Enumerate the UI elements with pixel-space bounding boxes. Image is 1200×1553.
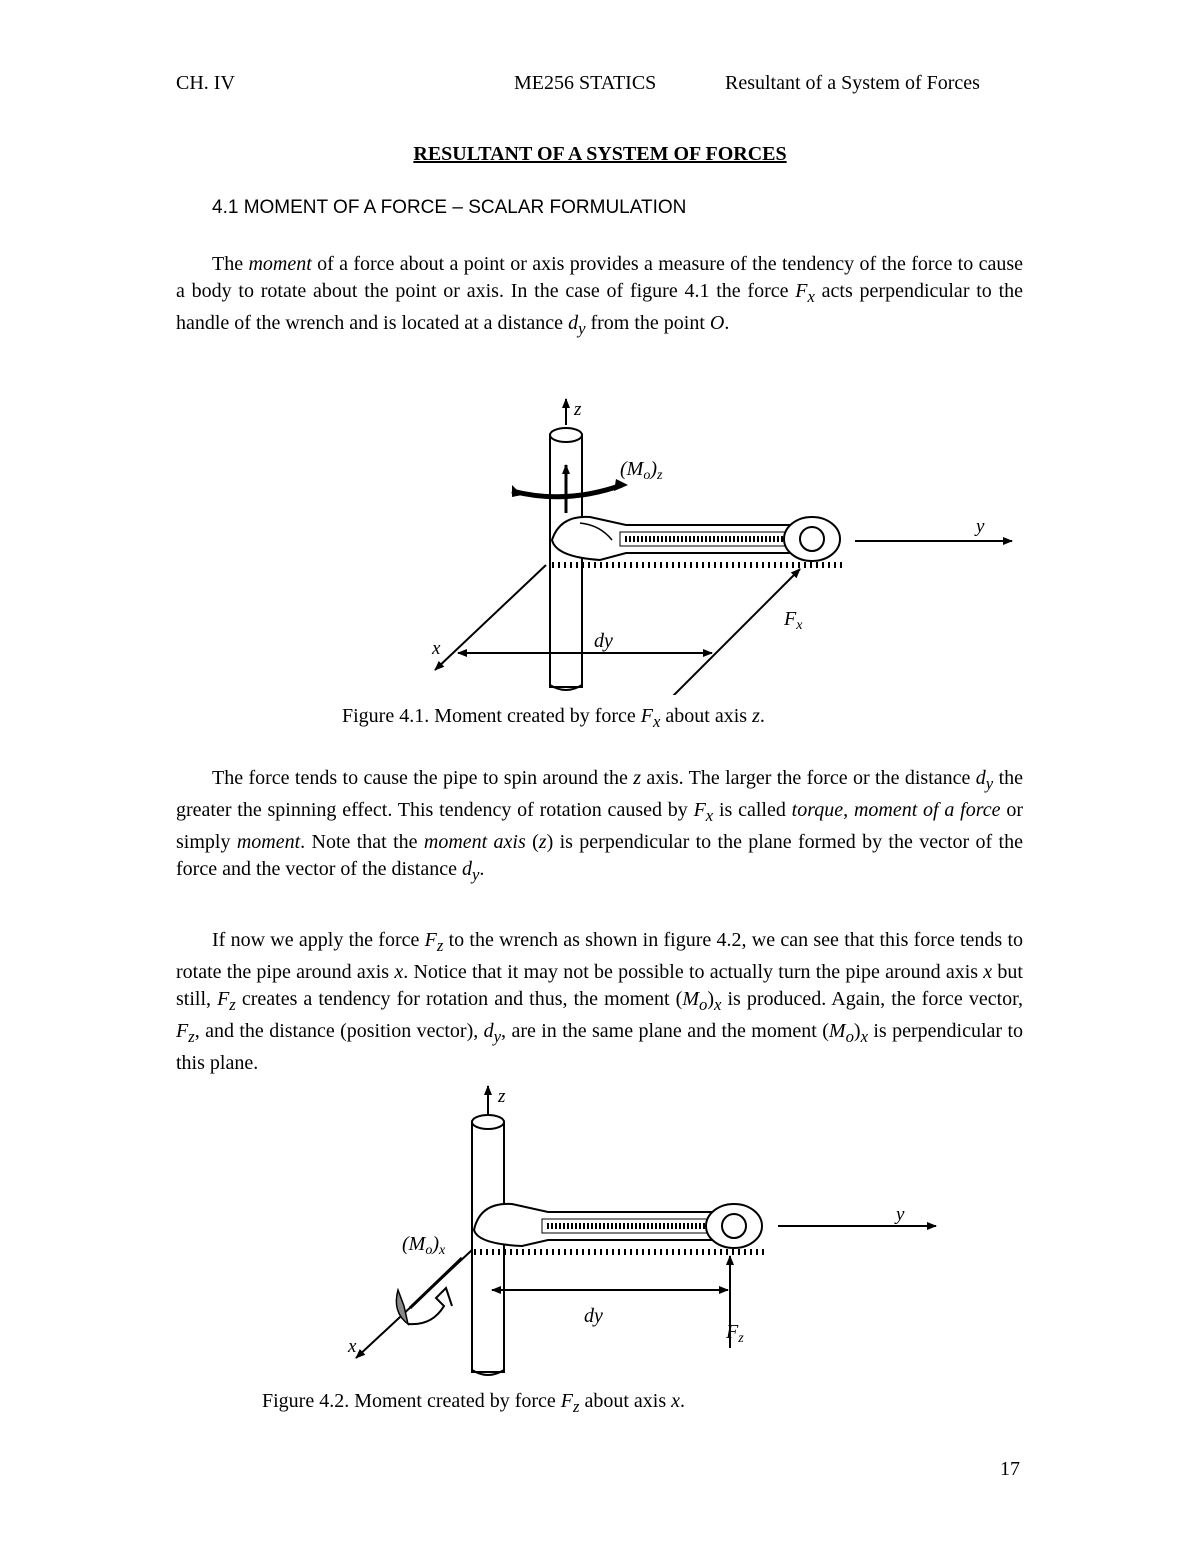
header-chapter: CH. IV bbox=[176, 72, 235, 94]
label-z: z bbox=[498, 1086, 506, 1107]
label-x: x bbox=[348, 1336, 357, 1357]
label-dy: dy bbox=[594, 630, 613, 652]
figure-4-1 bbox=[0, 395, 1200, 695]
figure-4-2 bbox=[0, 1080, 1200, 1385]
header-topic: Resultant of a System of Forces bbox=[725, 72, 980, 94]
figure-4-2-caption: Figure 4.2. Moment created by force $F_z$ about axis x. bbox=[262, 1390, 686, 1416]
label-y: y bbox=[896, 1204, 905, 1225]
section-heading: 4.1 MOMENT OF A FORCE – SCALAR FORMULATION bbox=[212, 197, 687, 218]
label-force: $F_x$ bbox=[784, 608, 803, 633]
label-force: $F_z$ bbox=[726, 1321, 744, 1346]
label-moment: $(M_o)_x$ bbox=[402, 1233, 446, 1258]
paragraph-3: If now we apply the force $F_z$ to the wrench as shown in figure 4.2, we can see that this force tends to rotate the pipe around axis x. Notice that it may not be possible to actually turn the pipe around axis x but still, $F_z$ creates a tendency for rotation and thus, the moment $(M_o)_x$ is produced. Again, the force vector, $F_z$, and the distance (position vector), $d_y$, are in the same plane and the moment $(M_o)_x$ is perpendicular to this plane. bbox=[176, 929, 1024, 1074]
pipe bbox=[472, 1115, 504, 1375]
moment-vector-arrow bbox=[410, 1258, 462, 1308]
wrench bbox=[552, 517, 840, 561]
figure-4-1-caption: Figure 4.1. Moment created by force $F_x$ about axis z. bbox=[342, 705, 765, 731]
label-x: x bbox=[432, 638, 441, 659]
paragraph-1: The moment of a force about a point or axis provides a measure of the tendency of the force to cause a body to rotate about the point or axis. In the case of figure 4.1 the force $F_x$ acts perpendicular to the handle of the wrench and is located at a distance $d_y$ from the point O. bbox=[176, 253, 1023, 338]
force-fx-arrow bbox=[664, 569, 800, 695]
x-axis-arrow bbox=[435, 565, 546, 670]
label-z: z bbox=[574, 399, 582, 420]
paragraph-2: The force tends to cause the pipe to spin around the z axis. The larger the force or the distance $d_y$ the greater the spinning effect. This tendency of rotation caused by $F_x$ is called torque, moment of a force or simply moment. Note that the moment axis (z) is perpendicular to the plane formed by the vector of the force and the vector of the distance $d_y$. bbox=[176, 767, 1023, 884]
header-course: ME256 STATICS bbox=[514, 72, 657, 94]
label-dy: dy bbox=[584, 1305, 603, 1327]
label-moment: $(M_o)_z$ bbox=[620, 458, 663, 483]
label-y: y bbox=[976, 516, 985, 537]
wrench bbox=[474, 1204, 762, 1248]
page-number: 17 bbox=[1000, 1458, 1020, 1480]
page-title: RESULTANT OF A SYSTEM OF FORCES bbox=[413, 143, 787, 165]
